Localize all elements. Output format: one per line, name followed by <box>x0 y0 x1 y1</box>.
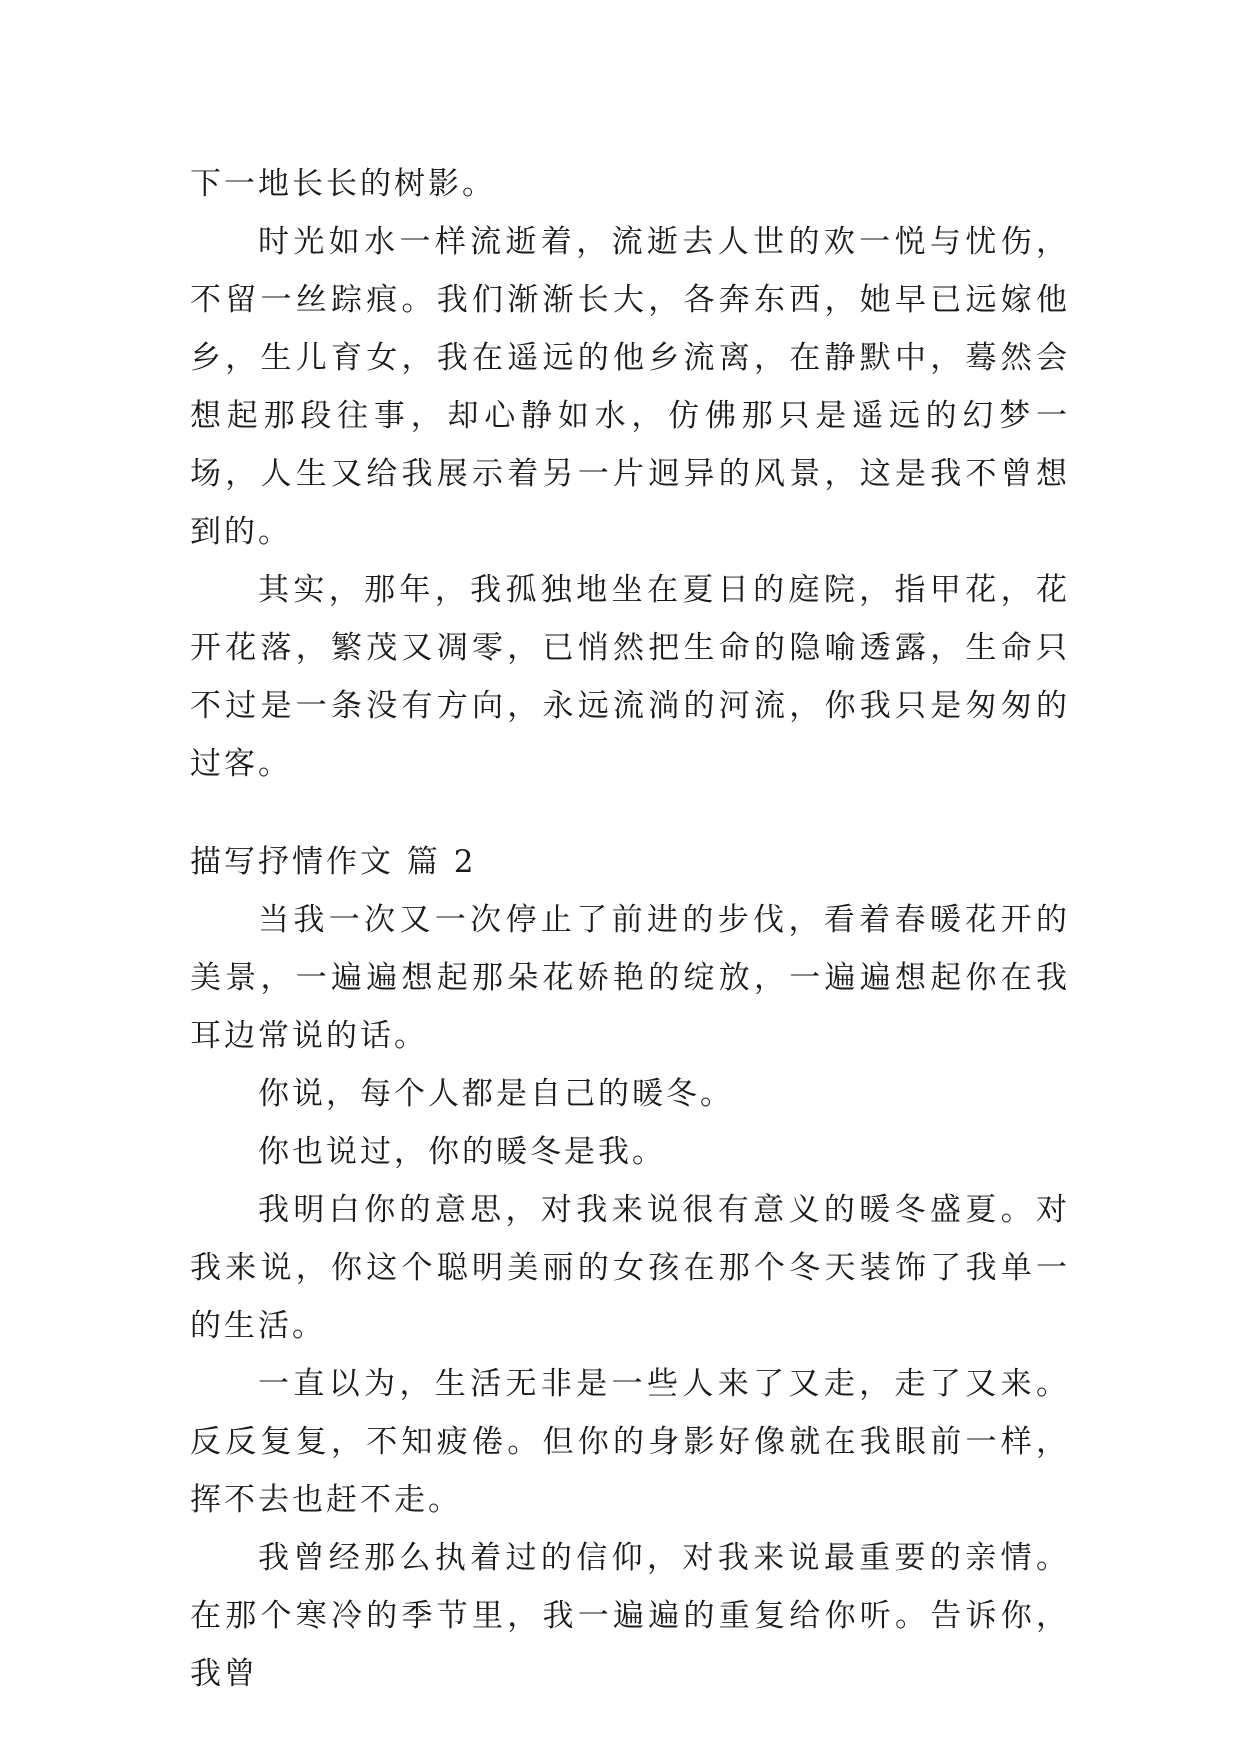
paragraph: 我曾经那么执着过的信仰，对我来说最重要的亲情。在那个寒冷的季节里，我一遍遍的重复给你听。告诉你，我曾 <box>190 1540 1070 1692</box>
paragraph: 你说，每个人都是自己的暖冬。 <box>258 1076 734 1112</box>
paragraph-continuation: 下一地长长的树影。 <box>190 166 496 202</box>
paragraph: 你也说过，你的暖冬是我。 <box>258 1134 666 1170</box>
paragraph: 其实，那年，我孤独地坐在夏日的庭院，指甲花，花开花落，繁茂又凋零，已悄然把生命的隐喻透露，生命只不过是一条没有方向，永远流淌的河流，你我只是匆匆的过客。 <box>190 572 1070 782</box>
paragraph: 我明白你的意思，对我来说很有意义的暖冬盛夏。对我来说，你这个聪明美丽的女孩在那个冬天装饰了我单一的生活。 <box>190 1192 1070 1344</box>
section-heading: 描写抒情作文 篇 2 <box>190 844 477 880</box>
document-body <box>190 155 1070 1703</box>
paragraph: 当我一次又一次停止了前进的步伐，看着春暖花开的美景，一遍遍想起那朵花娇艳的绽放，一遍遍想起你在我耳边常说的话。 <box>190 902 1070 1054</box>
paragraph: 时光如水一样流逝着，流逝去人世的欢一悦与忧伤，不留一丝踪痕。我们渐渐长大，各奔东西，她早已远嫁他乡，生儿育女，我在遥远的他乡流离，在静默中，蓦然会想起那段往事，却心静如水，仿佛那只是遥远的幻梦一场，人生又给我展示着另一片迥异的风景，这是我不曾想到的。 <box>190 224 1070 550</box>
paragraph: 一直以为，生活无非是一些人来了又走，走了又来。反反复复，不知疲倦。但你的身影好像就在我眼前一样，挥不去也赶不走。 <box>190 1366 1070 1518</box>
